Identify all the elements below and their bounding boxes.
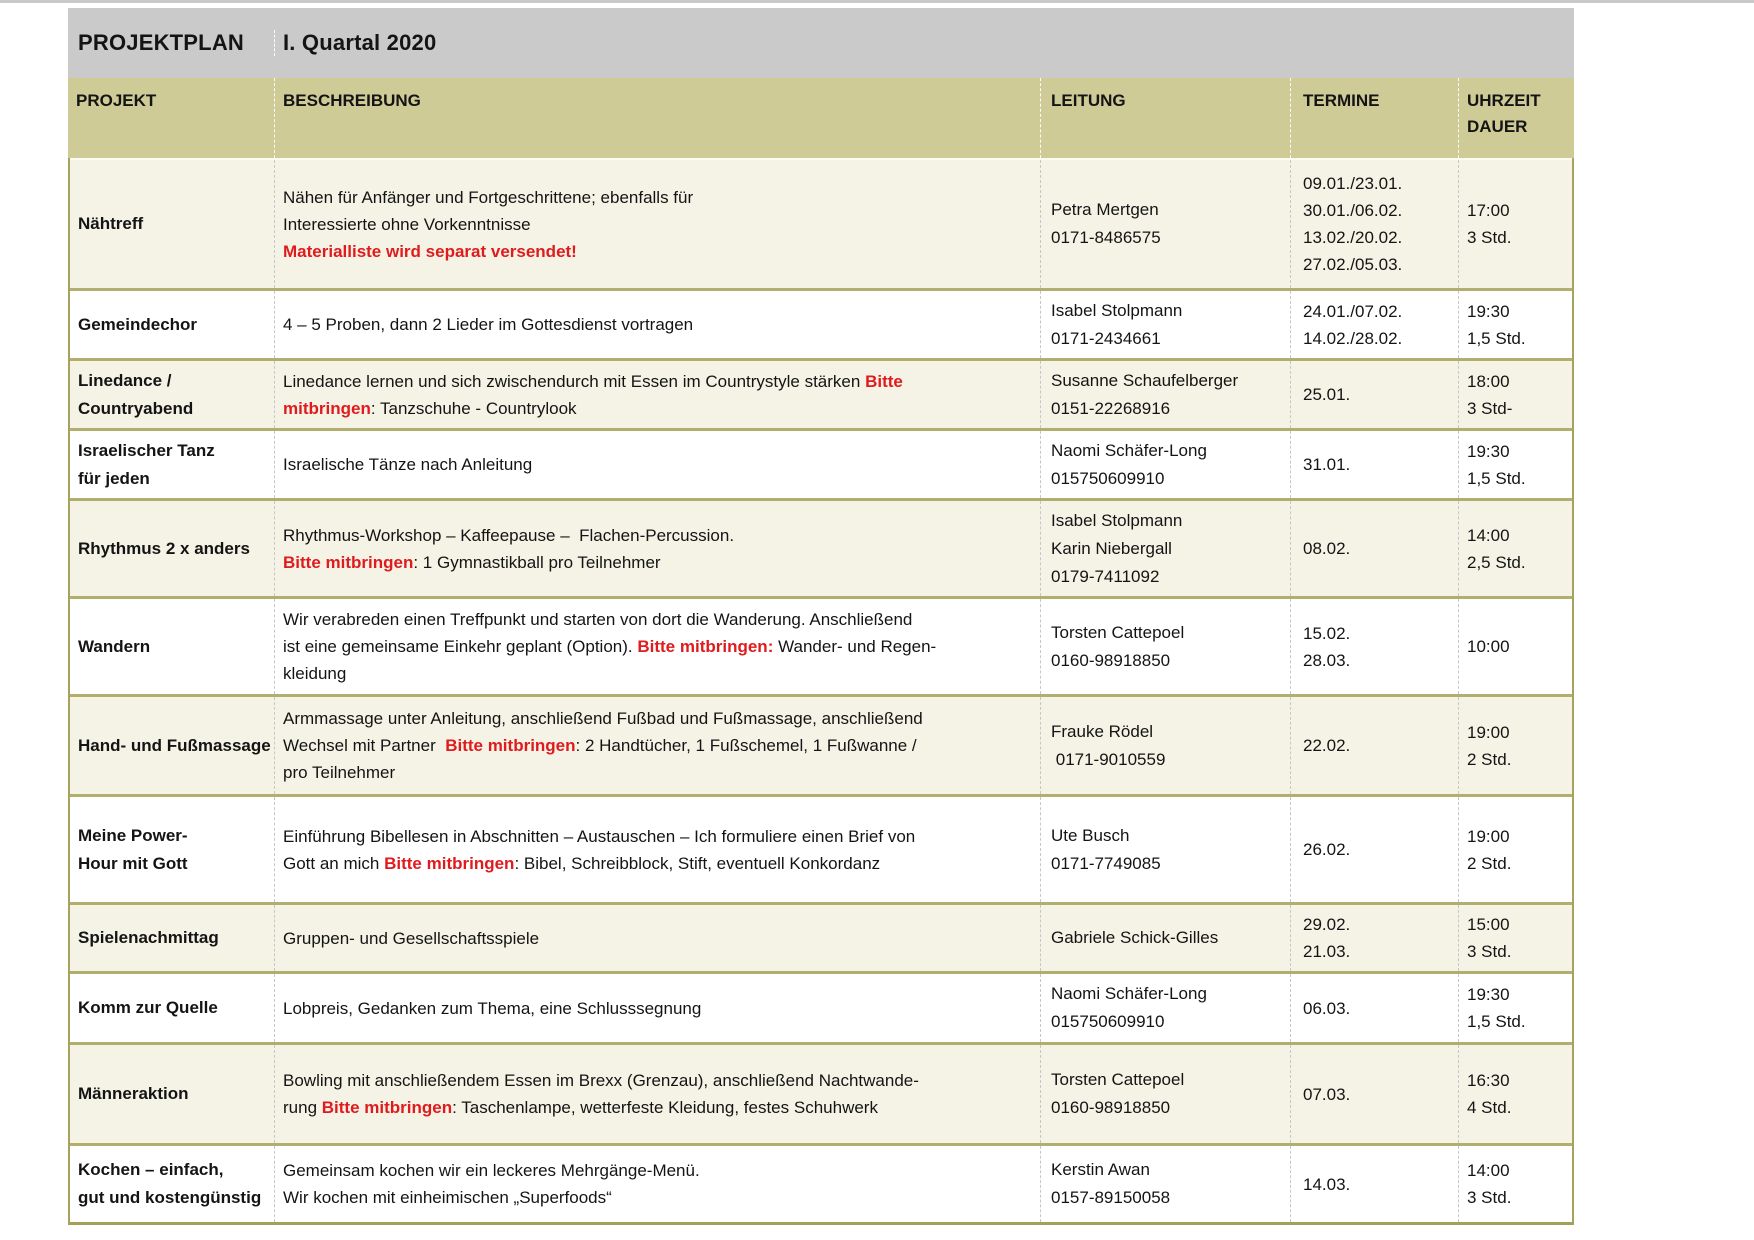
- table-row: [70, 358, 1572, 428]
- table-row: [70, 902, 1572, 971]
- description-text: : 1 Gymnastikball pro Teilnehmer: [413, 552, 661, 572]
- termine-cell: [1290, 431, 1458, 498]
- project-name-line: Männeraktion: [78, 1084, 189, 1103]
- description-line: [283, 368, 1040, 395]
- uhrzeit-line: 3 Std.: [1467, 942, 1512, 961]
- uhrzeit-cell: [1458, 291, 1572, 358]
- description-text: Nähen für Anfänger und Fortgeschrittene; ebenfalls für: [283, 187, 694, 207]
- description-cell: [274, 697, 1040, 794]
- description-text: Wir verabreden einen Treffpunkt und starten von dort die Wanderung. Anschließend: [283, 610, 913, 629]
- description-line: [283, 1067, 1040, 1094]
- column-header-label: LEITUNG: [1051, 91, 1126, 110]
- description-text: kleidung: [283, 664, 347, 683]
- termin-line: 21.03.: [1303, 942, 1351, 961]
- column-header-row: [68, 78, 1574, 158]
- leitung-line: 0171-8486575: [1051, 228, 1161, 247]
- description-text: Gott an mich: [283, 853, 385, 873]
- leitung-line: Naomi Schäfer-Long: [1051, 440, 1207, 460]
- termin-line: 08.02.: [1303, 539, 1351, 558]
- termin-line: 14.03.: [1303, 1174, 1351, 1194]
- termin-line: 30.01./06.02.: [1303, 201, 1403, 220]
- termine-cell: [1290, 1045, 1458, 1143]
- description-cell: [274, 905, 1040, 971]
- description-line: [283, 211, 1040, 238]
- description-text: Wander- und Regen-: [773, 637, 937, 656]
- uhrzeit-line: 2 Std.: [1467, 749, 1512, 769]
- leitung-cell: [1040, 797, 1290, 902]
- termine-cell: [1290, 160, 1458, 288]
- table-body: [68, 158, 1574, 1225]
- description-text: Armmassage unter Anleitung, anschließend Fußbad und Fußmassage, anschließend: [283, 709, 923, 728]
- uhrzeit-line: 19:30: [1467, 301, 1510, 321]
- uhrzeit-line: 2,5 Std.: [1467, 552, 1526, 572]
- uhrzeit-line: 1,5 Std.: [1467, 468, 1526, 488]
- description-line: [283, 451, 1040, 478]
- document-title: PROJEKTPLAN: [78, 30, 244, 55]
- project-name-line: Komm zur Quelle: [78, 998, 218, 1017]
- leitung-line: Gabriele Schick-Gilles: [1051, 928, 1219, 947]
- description-text: ist eine gemeinsame Einkehr geplant (Option).: [283, 637, 638, 656]
- title-cell-left: [68, 30, 274, 56]
- termine-cell: [1290, 974, 1458, 1042]
- projektplan-table: [68, 8, 1574, 1225]
- termine-cell: [1290, 291, 1458, 358]
- uhrzeit-line: 18:00: [1467, 371, 1510, 391]
- project-name-line: Spielenachmittag: [78, 928, 219, 947]
- termin-line: 13.02./20.02.: [1303, 228, 1403, 247]
- highlight-red-text: Bitte mitbringen: [384, 853, 515, 873]
- leitung-line: Torsten Cattepoel: [1051, 622, 1185, 642]
- column-header-label: UHRZEIT: [1467, 91, 1541, 110]
- description-line: [283, 823, 1040, 850]
- description-line: [283, 238, 1040, 265]
- project-cell: [70, 1045, 274, 1143]
- column-header-label: BESCHREIBUNG: [283, 91, 421, 110]
- description-cell: [274, 501, 1040, 596]
- uhrzeit-line: 15:00: [1467, 915, 1510, 934]
- title-cell-right: [274, 30, 1040, 56]
- description-text: Interessierte ohne Vorkenntnisse: [283, 214, 531, 234]
- description-line: [283, 522, 1040, 549]
- column-header-cell: [274, 78, 1040, 158]
- leitung-line: 015750609910: [1051, 468, 1165, 488]
- leitung-line: Isabel Stolpmann: [1051, 510, 1183, 530]
- leitung-line: Naomi Schäfer-Long: [1051, 984, 1207, 1003]
- column-header-cell: [68, 78, 274, 158]
- termin-line: 27.02./05.03.: [1303, 255, 1403, 274]
- highlight-red-text: Bitte: [865, 371, 903, 391]
- leitung-line: Karin Niebergall: [1051, 538, 1172, 558]
- column-header-cell: [1458, 78, 1574, 158]
- termine-cell: [1290, 599, 1458, 694]
- description-text: Bowling mit anschließendem Essen im Brexx (Grenzau), anschließend Nachtwande-: [283, 1071, 919, 1090]
- termin-line: 09.01./23.01.: [1303, 174, 1403, 193]
- description-text: Gruppen- und Gesellschaftsspiele: [283, 928, 540, 948]
- description-line: [283, 549, 1040, 576]
- leitung-cell: [1040, 361, 1290, 428]
- description-cell: [274, 291, 1040, 358]
- uhrzeit-line: 14:00: [1467, 1161, 1510, 1180]
- description-text: Gemeinsam kochen wir ein leckeres Mehrgänge-Menü.: [283, 1161, 700, 1180]
- termine-cell: [1290, 1146, 1458, 1222]
- highlight-red-text: Bitte mitbringen: [283, 552, 414, 572]
- leitung-line: Frauke Rödel: [1051, 721, 1154, 741]
- description-cell: [274, 431, 1040, 498]
- highlight-red-text: Materialliste wird separat versendet!: [283, 241, 577, 261]
- window-top-divider: [0, 0, 1754, 3]
- uhrzeit-line: 3 Std.: [1467, 1188, 1512, 1207]
- leitung-line: 0171-2434661: [1051, 328, 1161, 348]
- description-text: Wir kochen mit einheimischen „Superfoods“: [283, 1188, 612, 1207]
- description-line: [283, 311, 1040, 338]
- description-line: [283, 995, 1040, 1022]
- termine-cell: [1290, 501, 1458, 596]
- description-cell: [274, 797, 1040, 902]
- table-row: [70, 694, 1572, 794]
- description-line: [283, 184, 1040, 211]
- leitung-cell: [1040, 1045, 1290, 1143]
- table-row: [70, 1042, 1572, 1143]
- description-line: [283, 606, 1040, 633]
- description-line: [283, 660, 1040, 687]
- project-name-line: Hour mit Gott: [78, 853, 188, 873]
- description-text: : Taschenlampe, wetterfeste Kleidung, festes Schuhwerk: [452, 1098, 878, 1117]
- uhrzeit-line: 4 Std.: [1467, 1098, 1512, 1117]
- description-text: Wechsel mit Partner: [283, 736, 446, 755]
- description-cell: [274, 1045, 1040, 1143]
- uhrzeit-cell: [1458, 697, 1572, 794]
- termine-cell: [1290, 697, 1458, 794]
- leitung-cell: [1040, 599, 1290, 694]
- uhrzeit-line: 19:30: [1467, 441, 1510, 461]
- termin-line: 28.03.: [1303, 650, 1351, 670]
- description-text: : 2 Handtücher, 1 Fußschemel, 1 Fußwanne /: [575, 736, 917, 755]
- description-text: 4 – 5 Proben, dann 2 Lieder im Gottesdienst vortragen: [283, 315, 694, 334]
- column-header-label: DAUER: [1467, 117, 1528, 136]
- leitung-line: 0171-7749085: [1051, 853, 1161, 873]
- table-row: [70, 971, 1572, 1042]
- leitung-cell: [1040, 905, 1290, 971]
- column-header-label: PROJEKT: [76, 91, 157, 110]
- description-text: Israelische Tänze nach Anleitung: [283, 455, 533, 474]
- project-cell: [70, 599, 274, 694]
- leitung-cell: [1040, 697, 1290, 794]
- termin-line: 07.03.: [1303, 1084, 1351, 1104]
- project-name-line: Wandern: [78, 636, 151, 656]
- leitung-cell: [1040, 501, 1290, 596]
- project-cell: [70, 1146, 274, 1222]
- description-text: Lobpreis, Gedanken zum Thema, eine Schlusssegnung: [283, 998, 702, 1018]
- description-cell: [274, 599, 1040, 694]
- highlight-red-text: Bitte mitbringen: [445, 736, 576, 755]
- description-line: [283, 1094, 1040, 1121]
- uhrzeit-line: 17:00: [1467, 201, 1510, 220]
- uhrzeit-cell: [1458, 501, 1572, 596]
- termin-line: 24.01./07.02.: [1303, 301, 1403, 321]
- uhrzeit-line: 19:00: [1467, 722, 1510, 742]
- uhrzeit-line: 19:00: [1467, 826, 1510, 846]
- uhrzeit-line: 1,5 Std.: [1467, 328, 1526, 348]
- description-text: Einführung Bibellesen in Abschnitten – Austauschen – Ich formuliere einen Brief von: [283, 826, 916, 846]
- leitung-line: 0179-7411092: [1051, 566, 1160, 586]
- description-line: [283, 1184, 1040, 1211]
- project-name-line: Gemeindechor: [78, 314, 198, 334]
- description-text: : Tanzschuhe - Countrylook: [370, 398, 577, 418]
- uhrzeit-line: 19:30: [1467, 985, 1510, 1004]
- termine-cell: [1290, 361, 1458, 428]
- description-line: [283, 759, 1040, 786]
- uhrzeit-line: 16:30: [1467, 1071, 1510, 1090]
- termin-line: 26.02.: [1303, 840, 1351, 859]
- description-cell: [274, 160, 1040, 288]
- termine-cell: [1290, 905, 1458, 971]
- description-text: Rhythmus-Workshop – Kaffeepause – Flachen-Percussion.: [283, 525, 735, 545]
- description-text: Linedance lernen und sich zwischendurch mit Essen im Countrystyle stärken: [283, 371, 866, 391]
- project-cell: [70, 974, 274, 1042]
- termin-line: 14.02./28.02.: [1303, 328, 1403, 348]
- uhrzeit-line: 2 Std.: [1467, 853, 1512, 873]
- uhrzeit-cell: [1458, 1146, 1572, 1222]
- description-cell: [274, 361, 1040, 428]
- uhrzeit-line: 3 Std-: [1467, 398, 1513, 418]
- termin-line: 06.03.: [1303, 998, 1351, 1018]
- project-name-line: Linedance /: [78, 370, 172, 390]
- project-name-line: Meine Power-: [78, 825, 188, 845]
- leitung-line: 0160-98918850: [1051, 1098, 1171, 1117]
- highlight-red-text: mitbringen: [283, 398, 371, 418]
- leitung-line: 0171-9010559: [1051, 749, 1166, 769]
- uhrzeit-line: 14:00: [1467, 525, 1510, 545]
- uhrzeit-cell: [1458, 160, 1572, 288]
- column-header-cell: [1290, 78, 1458, 158]
- description-line: [283, 705, 1040, 732]
- description-line: [283, 850, 1040, 877]
- highlight-red-text: Bitte mitbringen: [321, 1098, 453, 1117]
- title-row: [68, 8, 1574, 78]
- leitung-line: 0157-89150058: [1051, 1188, 1171, 1207]
- project-name-line: Countryabend: [78, 398, 194, 418]
- project-name-line: Nähtreff: [78, 214, 144, 233]
- uhrzeit-cell: [1458, 1045, 1572, 1143]
- uhrzeit-cell: [1458, 431, 1572, 498]
- description-line: [283, 925, 1040, 952]
- table-row: [70, 498, 1572, 596]
- termin-line: 31.01.: [1303, 455, 1351, 474]
- termin-line: 25.01.: [1303, 385, 1351, 404]
- project-cell: [70, 431, 274, 498]
- project-name-line: Israelischer Tanz: [78, 440, 215, 460]
- leitung-line: Petra Mertgen: [1051, 200, 1159, 219]
- description-text: : Bibel, Schreibblock, Stift, eventuell Konkordanz: [514, 853, 881, 873]
- project-cell: [70, 905, 274, 971]
- leitung-line: Isabel Stolpmann: [1051, 300, 1183, 320]
- project-name-line: gut und kostengünstig: [78, 1188, 262, 1207]
- description-cell: [274, 974, 1040, 1042]
- project-cell: [70, 501, 274, 596]
- table-row: [70, 1143, 1572, 1222]
- table-row: [70, 428, 1572, 498]
- project-name-line: Rhythmus 2 x anders: [78, 538, 250, 558]
- leitung-line: Kerstin Awan: [1051, 1160, 1150, 1179]
- description-line: [283, 1157, 1040, 1184]
- leitung-cell: [1040, 160, 1290, 288]
- project-cell: [70, 797, 274, 902]
- termin-line: 15.02.: [1303, 623, 1351, 643]
- uhrzeit-cell: [1458, 974, 1572, 1042]
- project-cell: [70, 697, 274, 794]
- project-cell: [70, 160, 274, 288]
- leitung-cell: [1040, 1146, 1290, 1222]
- uhrzeit-cell: [1458, 599, 1572, 694]
- description-cell: [274, 1146, 1040, 1222]
- leitung-line: 015750609910: [1051, 1012, 1165, 1031]
- uhrzeit-cell: [1458, 797, 1572, 902]
- project-cell: [70, 361, 274, 428]
- leitung-line: 0151-22268916: [1051, 398, 1171, 418]
- leitung-cell: [1040, 431, 1290, 498]
- table-row: [70, 158, 1572, 288]
- leitung-line: Ute Busch: [1051, 825, 1130, 845]
- leitung-cell: [1040, 291, 1290, 358]
- column-header-cell: [1040, 78, 1290, 158]
- document-subtitle: I. Quartal 2020: [283, 30, 437, 55]
- leitung-cell: [1040, 974, 1290, 1042]
- leitung-line: Susanne Schaufelberger: [1051, 370, 1239, 390]
- leitung-line: 0160-98918850: [1051, 650, 1171, 670]
- description-line: [283, 633, 1040, 660]
- project-name-line: Hand- und Fußmassage: [78, 735, 271, 755]
- table-row: [70, 794, 1572, 902]
- termin-line: 29.02.: [1303, 915, 1351, 934]
- termin-line: 22.02.: [1303, 736, 1351, 755]
- uhrzeit-cell: [1458, 905, 1572, 971]
- table-row: [70, 596, 1572, 694]
- project-name-line: Kochen – einfach,: [78, 1160, 224, 1179]
- description-text: rung: [283, 1098, 322, 1117]
- column-header-label: TERMINE: [1303, 91, 1380, 110]
- uhrzeit-cell: [1458, 361, 1572, 428]
- highlight-red-text: Bitte mitbringen:: [637, 637, 774, 656]
- description-line: [283, 395, 1040, 422]
- termine-cell: [1290, 797, 1458, 902]
- uhrzeit-line: 1,5 Std.: [1467, 1012, 1526, 1031]
- leitung-line: Torsten Cattepoel: [1051, 1070, 1185, 1089]
- uhrzeit-line: 3 Std.: [1467, 228, 1512, 247]
- project-name-line: für jeden: [78, 468, 150, 488]
- project-cell: [70, 291, 274, 358]
- description-text: pro Teilnehmer: [283, 763, 396, 782]
- description-line: [283, 732, 1040, 759]
- table-row: [70, 288, 1572, 358]
- uhrzeit-line: 10:00: [1467, 637, 1510, 656]
